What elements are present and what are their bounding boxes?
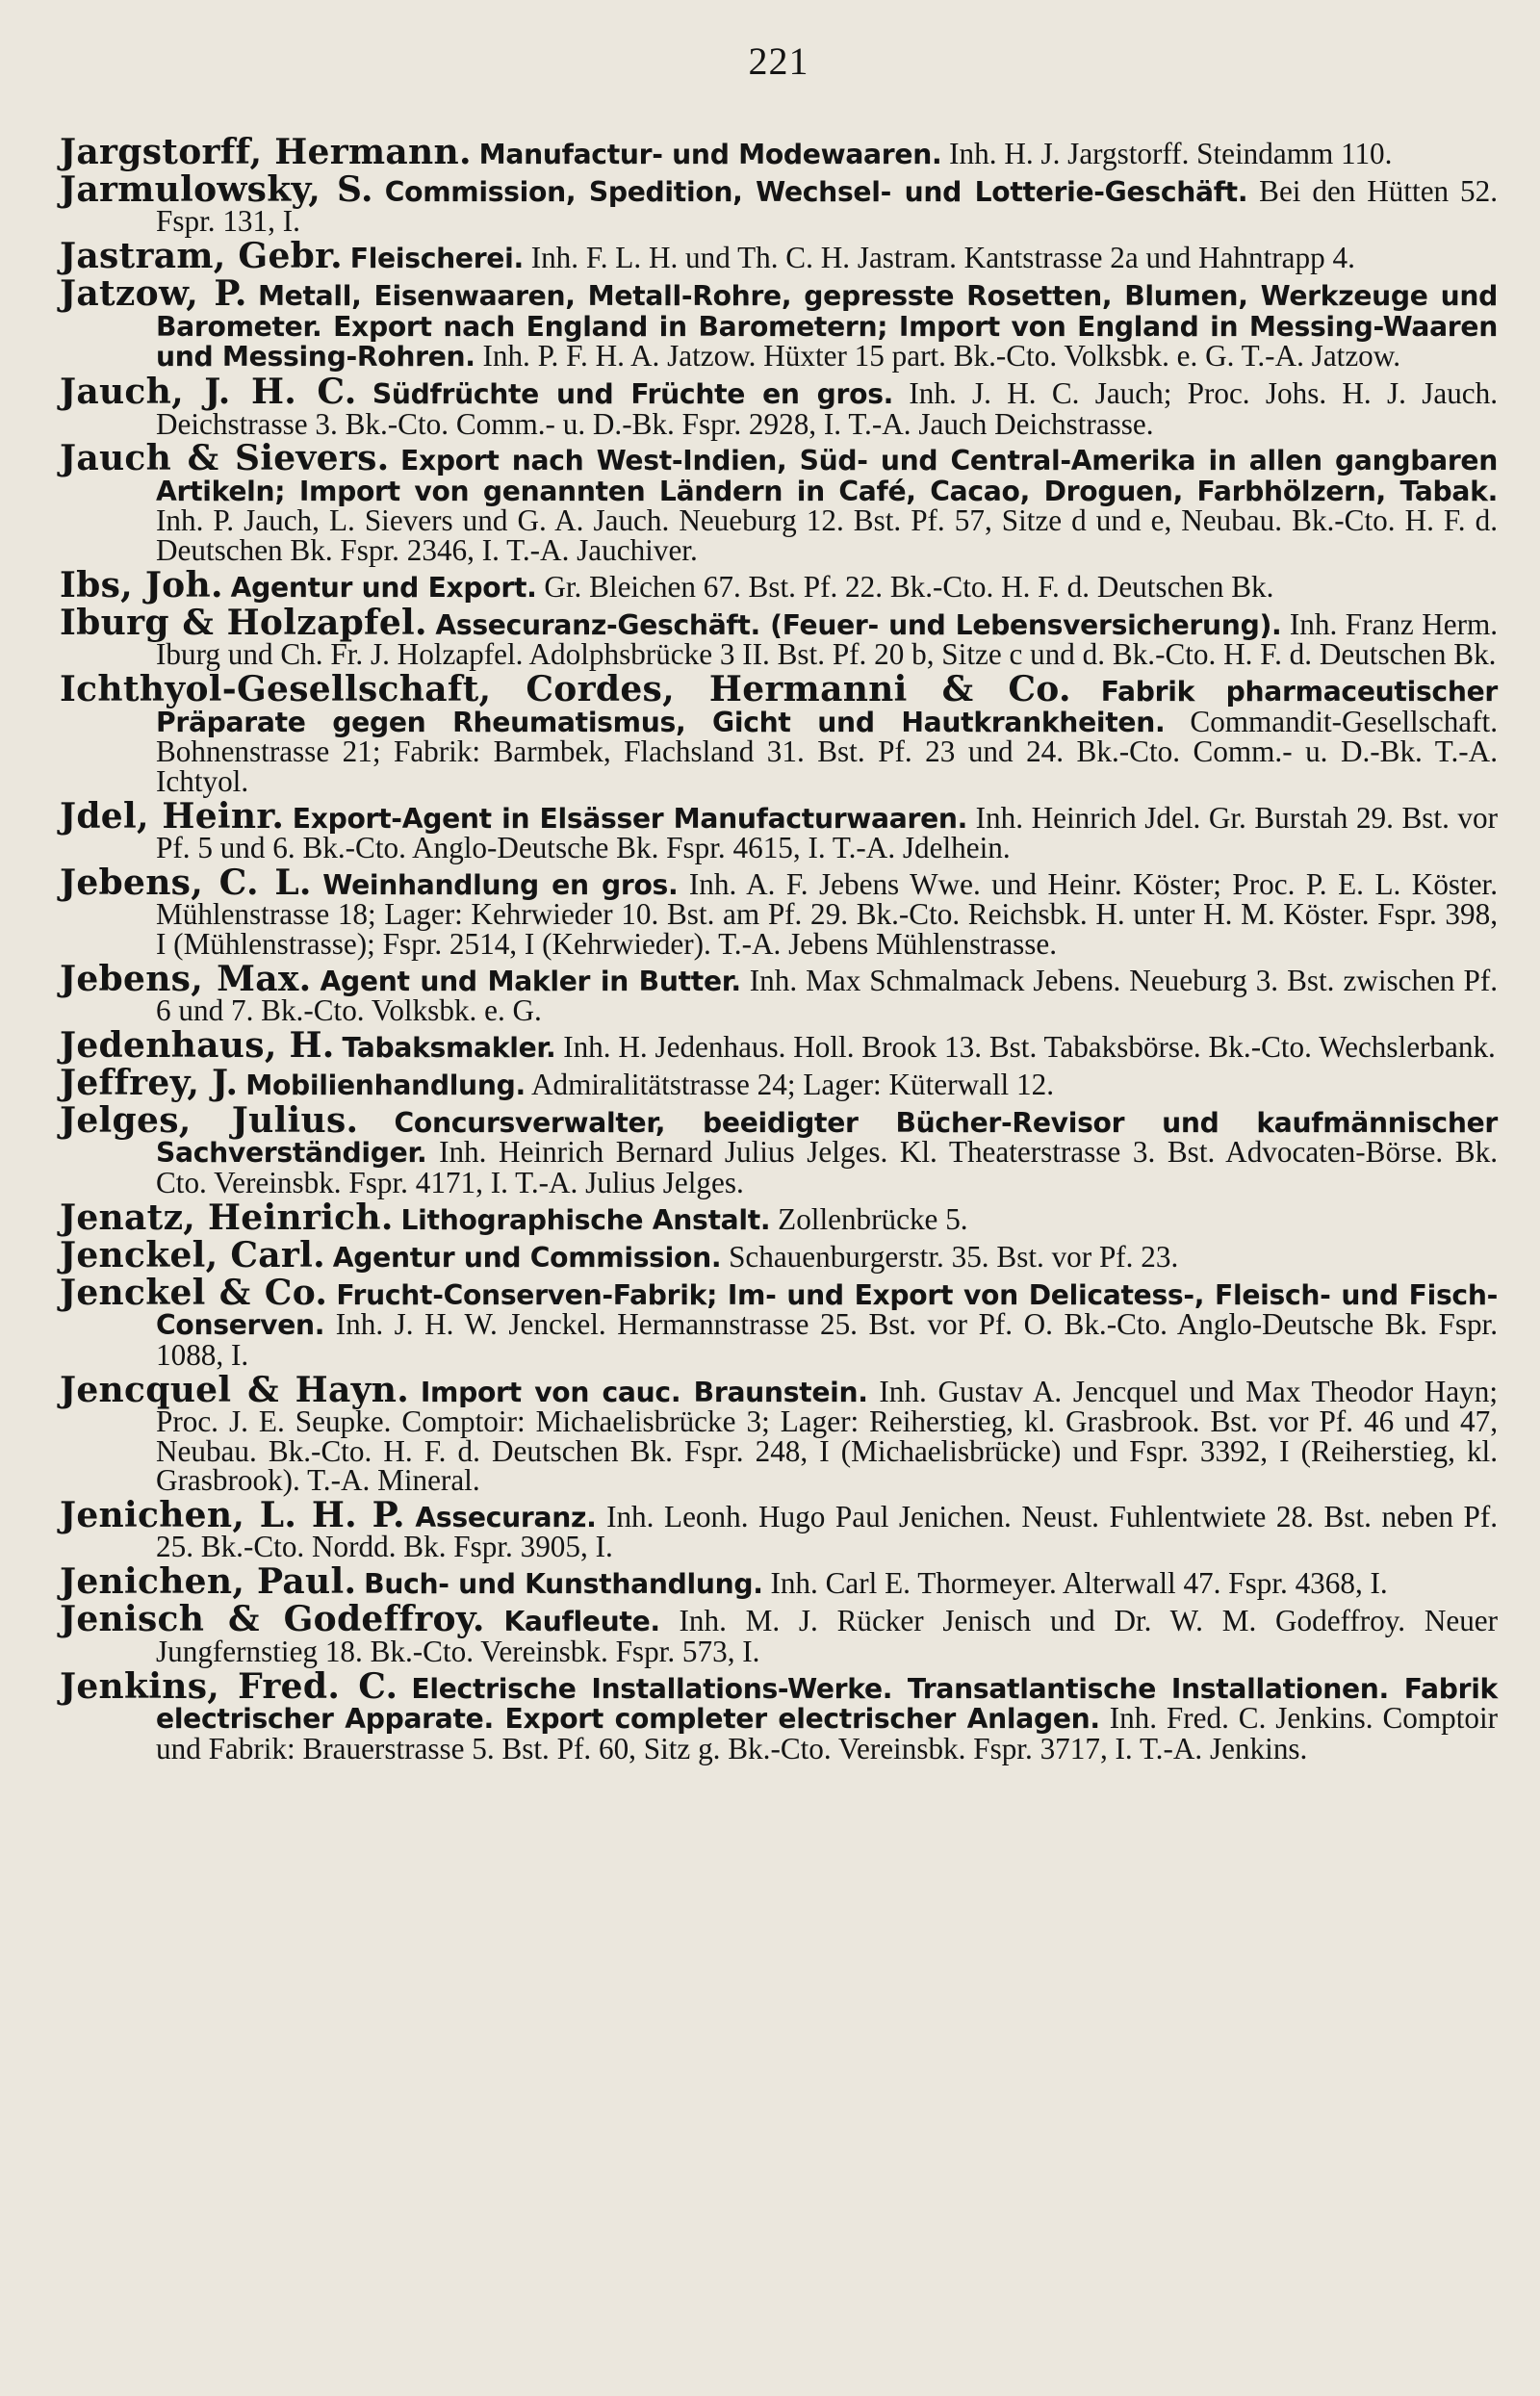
entry-business: Assecuranz. [415,1501,597,1533]
directory-entry [60,1494,1499,1564]
entry-business: Metall, Eisenwaaren, Metall-Rohre, gepresste Rosetten, Blumen, Werkzeuge und Barometer. Export nach England in Barometern; Import von England in Messing-Waaren und Messing-Rohren. [156,280,1498,374]
entry-details: Inh. Heinrich Bernard Julius Jelges. Kl. Theaterstrasse 3. Bst. Advocaten-Börse. Bk. Cto. Vereinsbk. Fspr. 4171, I. T.-A. Julius Jelges. [156,1135,1499,1199]
entry-name: Jedenhaus, H. [60,1025,335,1067]
entry-business: Südfrüchte und Früchte en gros. [372,378,894,411]
entry-business: Concursverwalter, beeidigter Bücher-Revisor und kaufmännischer Sachverständiger. [156,1106,1498,1170]
entry-business: Fleischerei. [349,243,524,275]
directory-entry [60,564,1498,605]
entry-name: Jenckel, Carl. [60,1234,325,1275]
entry-details: Inh. H. Jedenhaus. Holl. Brook 13. Bst. Tabaksbörse. Bk.-Cto. Wechslerbank. [563,1030,1496,1065]
directory-entry [60,1369,1499,1498]
entry-name: Jenkins, Fred. C. [60,1665,398,1707]
entry-business: Fabrik pharmaceutischer Präparate gegen Rheumatismus, Gicht und Hautkrankheiten. [156,676,1499,738]
entry-name: Ibs, Joh. [60,564,223,605]
entry-details: Inh. J. H. W. Jenckel. Hermannstrasse 25. Bst. vor Pf. O. Bk.-Cto. Anglo-Deutsche Bk. Fspr. 1088, I. [156,1307,1499,1372]
entry-details: Inh. A. F. Jebens Wwe. und Heinr. Köster; Proc. P. E. L. Köster. Mühlenstrasse 18; Lager: Kehrwieder 10. Bst. am Pf. 29. Bk.-Cto. Reichsbk. H. unter H. M. Köster. Fspr. 398, I (Mühlenstrasse); Fspr. 2514, I (Kehrwieder). T.-A. Jebens Mühlenstrasse. [156,866,1499,961]
entry-business: Electrische Installations-Werke. Transatlantische Installationen. Fabrik electrischer Apparate. Export completer electrischer Anlagen. [156,1672,1499,1736]
entry-details: Inh. Carl E. Thormeyer. Alterwall 47. Fspr. 4368, I. [770,1566,1388,1601]
entry-business: Assecuranz-Geschäft. (Feuer- und Lebensversicherung). [435,608,1282,641]
entry-details: Schauenburgerstr. 35. Bst. vor Pf. 23. [729,1239,1179,1274]
entry-details: Commandit-Gesellschaft. Bohnenstrasse 21; Fabrik: Barmbek, Flachsland 31. Bst. Pf. 23 und 24. Bk.-Cto. Comm.- u. D.-Bk. T.-A. Ichtyol. [156,704,1498,798]
directory-entry [60,1665,1499,1765]
directory-entry [60,168,1499,239]
entry-name: Jarmulowsky, S. [60,168,373,210]
entry-name: Jauch, J. H. C. [60,372,357,413]
entry-name: Jdel, Heinr. [60,795,285,837]
directory-entry [60,1099,1499,1199]
entry-details: Inh. P. Jauch, L. Sievers und G. A. Jauch. Neueburg 12. Bst. Pf. 57, Sitze d und e, Neubau. Bk.-Cto. H. F. d. Deutschen Bk. Fspr. 2346, I. T.-A. Jauchiver. [156,503,1498,567]
entry-name: Jenichen, Paul. [60,1561,357,1603]
entry-list [60,132,1499,1765]
directory-entry [60,1272,1499,1372]
directory-entry [60,273,1498,374]
entry-business: Mobilienhandlung. [245,1069,526,1102]
entry-business: Buch- und Kunsthandlung. [364,1568,763,1601]
directory-entry [60,236,1498,277]
directory-entry [60,958,1499,1028]
entry-details: Inh. M. J. Rücker Jenisch und Dr. W. M. Godeffroy. Neuer Jungfernstieg 18. Bk.-Cto. Vereinsbk. Fspr. 573, I. [156,1604,1499,1668]
directory-entry [60,1599,1499,1668]
directory-entry [60,1025,1498,1067]
entry-business: Import von cauc. Braunstein. [420,1376,868,1408]
directory-entry [60,372,1499,441]
entry-name: Jauch & Sievers. [60,438,390,479]
entry-details: Inh. J. H. C. Jauch; Proc. Johs. H. J. Jauch. Deichstrasse 3. Bk.-Cto. Comm.- u. D.-Bk. Fspr. 2928, I. T.-A. Jauch Deichstrasse. [156,376,1499,441]
entry-name: Jelges, Julius. [60,1099,359,1141]
entry-business: Lithographische Anstalt. [400,1203,771,1236]
directory-entry [60,795,1499,865]
entry-name: Jatzow, P. [60,273,247,315]
entry-business: Manufactur- und Modewaaren. [478,139,942,170]
entry-name: Jencquel & Hayn. [60,1369,410,1410]
entry-name: Ichthyol-Gesellschaft, Cordes, Hermanni & Co. [60,669,1071,710]
entry-name: Jebens, Max. [60,958,312,999]
entry-details: Zollenbrücke 5. [778,1201,968,1236]
entry-name: Jastram, Gebr. [60,236,343,277]
entry-name: Jebens, C. L. [60,862,312,903]
directory-entry [60,1561,1498,1603]
entry-name: Jeffrey, J. [60,1063,239,1104]
entry-name: Jenckel & Co. [60,1272,328,1313]
entry-name: Jargstorff, Hermann. [60,132,472,172]
directory-entry [60,602,1499,672]
page-number: 221 [748,39,809,83]
entry-business: Agentur und Export. [230,571,537,604]
entry-details: Inh. Heinrich Jdel. Gr. Burstah 29. Bst. vor Pf. 5 und 6. Bk.-Cto. Anglo-Deutsche Bk. Fspr. 4615, I. T.-A. Jdelhein. [156,800,1499,865]
entry-details: Inh. H. J. Jargstorff. Steindamm 110. [949,137,1393,170]
entry-details: Inh. Franz Herm. Iburg und Ch. Fr. J. Holzapfel. Adolphsbrücke 3 II. Bst. Pf. 20 b, Sitze c und d. Bk.-Cto. H. F. d. Deutschen Bk. [156,606,1499,672]
directory-entry [60,438,1499,567]
directory-entry [60,1197,1498,1238]
entry-business: Weinhandlung en gros. [322,868,679,901]
entry-business: Agent und Makler in Butter. [320,965,741,997]
entry-business: Export nach West-Indien, Süd- und Central-Amerika in allen gangbaren Artikeln; Import von genannten Ländern in Café, Cacao, Droguen, Farbhölzern, Tabak. [156,445,1499,507]
entry-business: Commission, Spedition, Wechsel- und Lotterie-Geschäft. [384,175,1248,208]
directory-entry [60,669,1499,798]
entry-business: Frucht-Conserven-Fabrik; Im- und Export von Delicatess-, Fleisch- und Fisch-Conserven. [156,1278,1499,1342]
entry-business: Export-Agent in Elsässer Manufacturwaaren. [292,802,968,835]
entry-name: Jenichen, L. H. P. [60,1494,405,1535]
directory-entry [60,1063,1498,1104]
directory-entry [60,1234,1498,1275]
directory-entry [60,862,1499,961]
entry-details: Inh. Fred. C. Jenkins. Comptoir und Fabrik: Brauerstrasse 5. Bst. Pf. 60, Sitz g. Bk.-Cto. Vereinsbk. Fspr. 3717, I. T.-A. Jenkins. [156,1701,1499,1765]
entry-details: Inh. F. L. H. und Th. C. H. Jastram. Kantstrasse 2a und Hahntrapp 4. [530,241,1355,275]
entry-name: Jenisch & Godeffroy. [60,1599,485,1640]
entry-details: Inh. P. F. H. A. Jatzow. Hüxter 15 part. Bk.-Cto. Volksbk. e. G. T.-A. Jatzow. [482,339,1401,374]
entry-name: Jenatz, Heinrich. [60,1197,394,1238]
entry-details: Inh. Max Schmalmack Jebens. Neueburg 3. Bst. zwischen Pf. 6 und 7. Bk.-Cto. Volksbk. e. G. [156,963,1499,1028]
entry-details: Gr. Bleichen 67. Bst. Pf. 22. Bk.-Cto. H. F. d. Deutschen Bk. [544,569,1274,604]
entry-name: Iburg & Holzapfel. [60,602,427,643]
entry-details: Inh. Gustav A. Jencquel und Max Theodor Hayn; Proc. J. E. Seupke. Comptoir: Michaelisbrücke 3; Lager: Reiherstieg, kl. Grasbrook. Bst. vor Pf. 46 und 47, Neubau. Bk.-Cto. H. F. d. Deutschen Bk. Fspr. 248, I (Michaelisbrücke) und Fspr. 3392, I (Reiherstieg, kl. Grasbrook). T.-A. Mineral. [156,1374,1499,1498]
entry-details: Bei den Hütten 52. Fspr. 131, I. [156,173,1499,239]
entry-business: Kaufleute. [503,1606,660,1638]
entry-business: Tabaksmakler. [342,1032,556,1065]
entry-business: Agentur und Commission. [332,1241,722,1274]
entry-details: Inh. Leonh. Hugo Paul Jenichen. Neust. Fuhlentwiete 28. Bst. neben Pf. 25. Bk.-Cto. Nordd. Bk. Fspr. 3905, I. [156,1499,1499,1564]
entry-details: Admiralitätstrasse 24; Lager: Küterwall 12. [530,1068,1054,1102]
directory-entry [60,132,1498,172]
